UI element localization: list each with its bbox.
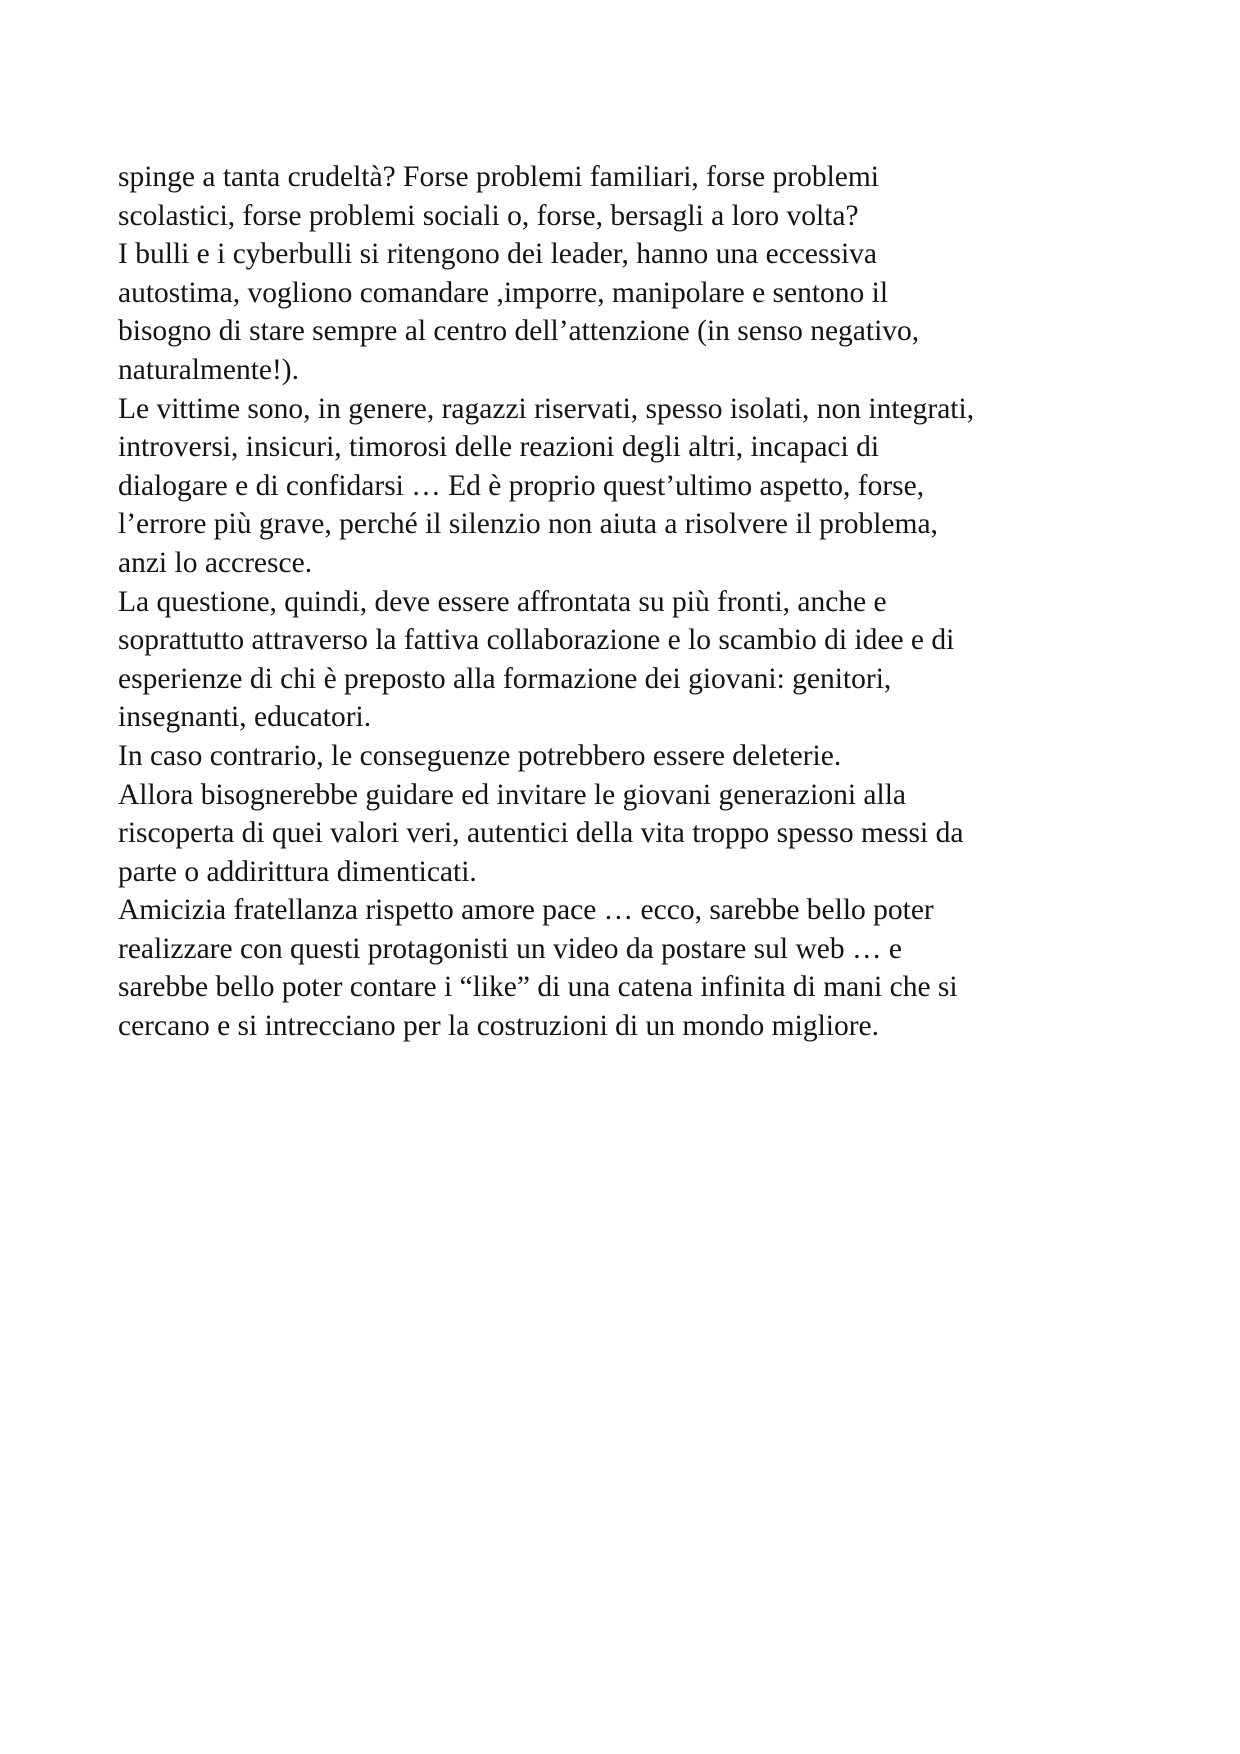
text-line: dialogare e di confidarsi … Ed è proprio quest’ultimo aspetto, forse, <box>118 469 925 502</box>
text-line: riscoperta di quei valori veri, autentici della vita troppo spesso messi da <box>118 817 964 850</box>
text-line: La questione, quindi, deve essere affrontata su più fronti, anche e <box>118 585 887 618</box>
text-line: Amicizia fratellanza rispetto amore pace … ecco, sarebbe bello poter <box>118 894 934 927</box>
text-line: spinge a tanta crudeltà? Forse problemi familiari, forse problemi <box>118 161 880 193</box>
text-line: In caso contrario, le conseguenze potrebbero essere deleterie. <box>118 739 842 772</box>
text-line: insegnanti, educatori. <box>118 701 372 734</box>
body-text <box>118 158 1158 1046</box>
text-line: parte o addirittura dimenticati. <box>118 855 477 888</box>
text-line: realizzare con questi protagonisti un video da postare sul web … e <box>118 932 902 965</box>
text-line: l’errore più grave, perché il silenzio non aiuta a risolvere il problema, <box>118 508 938 541</box>
text-line: introversi, insicuri, timorosi delle reazioni degli altri, incapaci di <box>118 431 880 464</box>
text-line: naturalmente!). <box>118 353 300 386</box>
text-line: bisogno di stare sempre al centro dell’attenzione (in senso negativo, <box>118 315 920 348</box>
text-line: Allora bisognerebbe guidare ed invitare le giovani generazioni alla <box>118 778 906 811</box>
text-line: esperienze di chi è preposto alla formazione dei giovani: genitori, <box>118 662 892 695</box>
text-line: scolastici, forse problemi sociali o, forse, bersagli a loro volta? <box>118 199 859 232</box>
text-line: I bulli e i cyberbulli si ritengono dei leader, hanno una eccessiva <box>118 238 878 271</box>
text-line: autostima, vogliono comandare ,imporre, manipolare e sentono il <box>118 276 889 309</box>
text-line: soprattutto attraverso la fattiva collaborazione e lo scambio di idee e di <box>118 624 955 657</box>
text-line: sarebbe bello poter contare i “like” di una catena infinita di mani che si <box>118 971 958 1004</box>
text-line: Le vittime sono, in genere, ragazzi riservati, spesso isolati, non integrati, <box>118 392 975 425</box>
text-line: cercano e si intrecciano per la costruzioni di un mondo migliore. <box>118 1010 880 1043</box>
text-line: anzi lo accresce. <box>118 546 313 579</box>
